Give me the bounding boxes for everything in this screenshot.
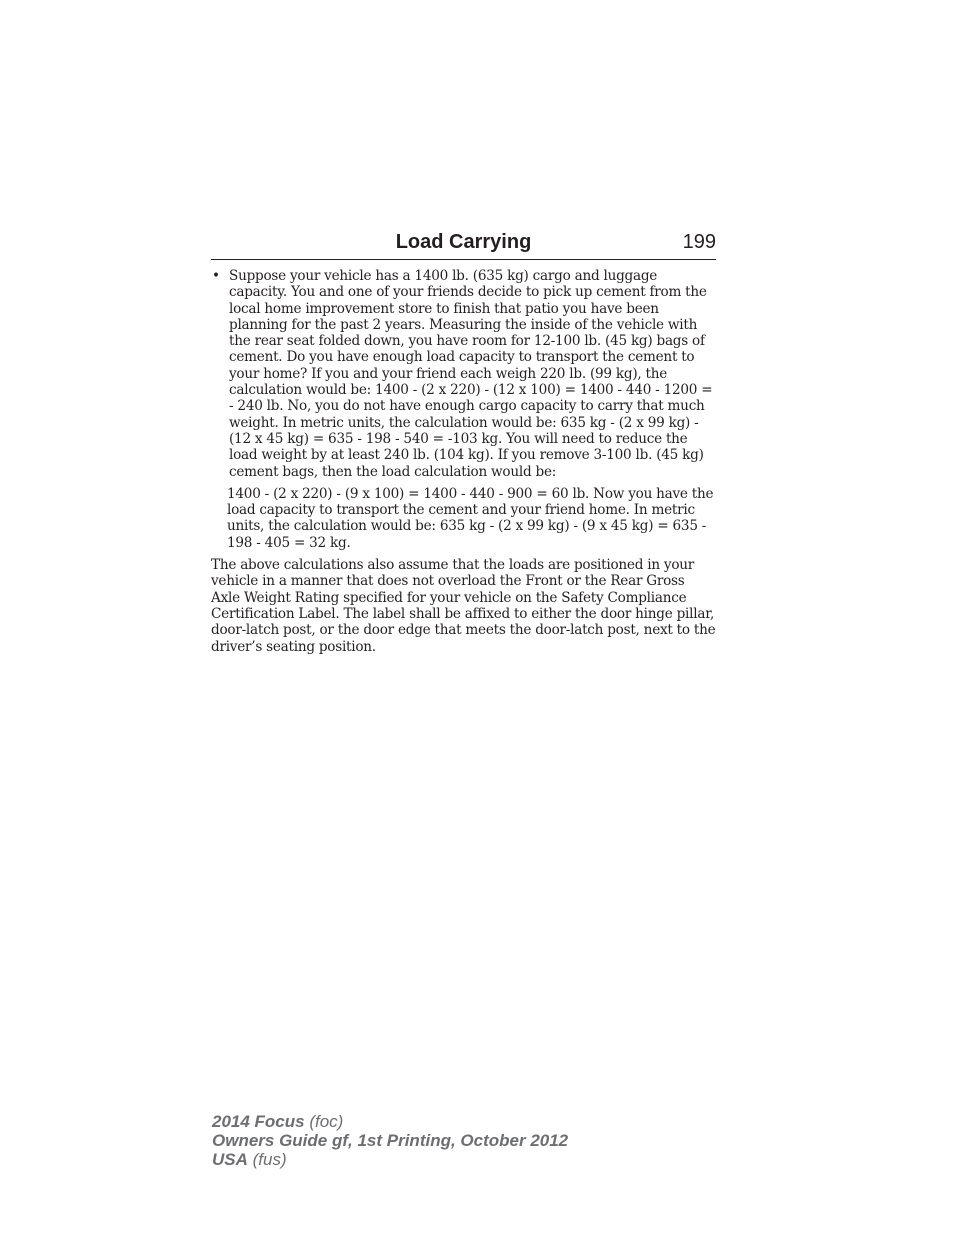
bullet-paragraph: Suppose your vehicle has a 1400 lb. (635 kg) cargo and luggage capacity. You and one of your friends decide to pick up cement from the local home improvement store to finish that patio you have been planning for the past 2 years. Measuring the inside of the vehicle with the rear seat folded down, you have room for 12-100 lb. (45 kg) bags of cement. Do you have enough load capacity to transport the cement to your home? If you and your friend each weigh 220 lb. (99 kg), the calculation would be: 1400 - (2 x 220) - (12 x 100) = 1400 - 440 - 1200 = - 240 lb. No, you do not have enough cargo capacity to carry that much weight. In metric units, the calculation would be: 635 kg - (2 x 99 kg) - (12 x 45 kg) = 635 - 198 - 540 = -103 kg. You will need to reduce the load weight by at least 240 lb. (104 kg). If you remove 3-100 lb. (45 kg) cement bags, then the load calculation would be:	[229, 268, 713, 480]
section-title: Load Carrying	[395, 231, 532, 253]
page-number: 199	[682, 231, 716, 253]
bullet-continuation-paragraph: 1400 - (2 x 220) - (9 x 100) = 1400 - 440 - 900 = 60 lb. Now you have the load capacity to transport the cement and your friend home. In metric units, the calculation would be: 635 kg - (2 x 99 kg) - (9 x 45 kg) = 635 - 198 - 405 = 32 kg.	[227, 485, 714, 551]
body-paragraph: The above calculations also assume that the loads are positioned in your vehicle in a manner that does not overload the Front or the Rear Gross Axle Weight Rating specified for your vehicle on the Safety Compliance Certification Label. The label shall be affixed to either the door hinge pillar, door-latch post, or the door edge that meets the door-latch post, next to the driver’s seating position.	[211, 557, 716, 655]
bullet-icon: •	[212, 268, 220, 284]
example-bullet	[211, 268, 716, 480]
footer-market: USA	[212, 1150, 248, 1169]
footer-line-edition: Owners Guide gf, 1st Printing, October 2012	[212, 1131, 569, 1150]
page-header	[211, 228, 716, 260]
main-content	[211, 268, 716, 655]
page-footer	[212, 1112, 568, 1169]
footer-line-market	[212, 1150, 568, 1169]
footer-line-model	[212, 1112, 568, 1131]
footer-market-code: (fus)	[247, 1150, 287, 1169]
footer-model: 2014 Focus	[212, 1112, 305, 1131]
footer-model-code: (foc)	[304, 1112, 344, 1131]
